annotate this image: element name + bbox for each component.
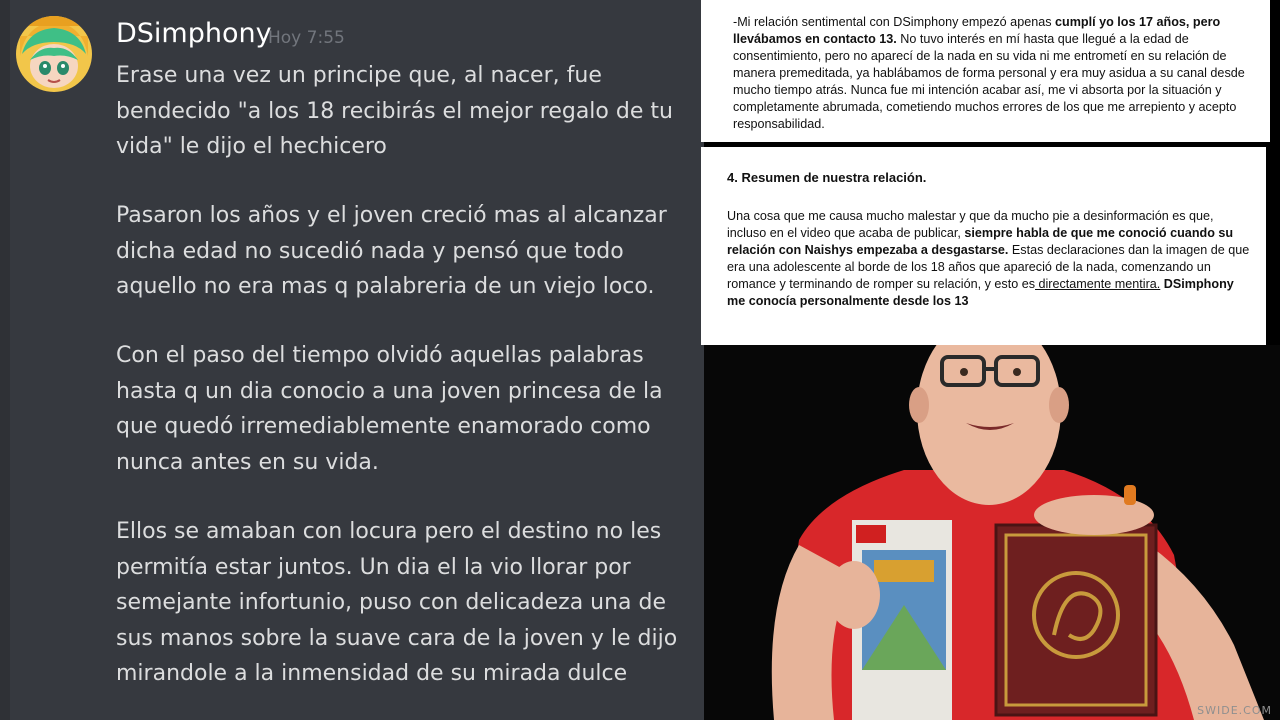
- presenter-illustration: [704, 345, 1280, 720]
- message-paragraph-1: Erase una vez un principe que, al nacer, fue bendecido "a los 18 recibirás el mejor regalo de tu vida" le dijo el hechicero: [116, 63, 673, 159]
- summary-lead: Una cosa que me causa mucho malestar y que da mucho pie a desinformación es que, incluso en el video que acaba de publicar,: [727, 209, 1214, 240]
- message-timestamp: Hoy 7:55: [268, 28, 345, 48]
- statement-text: [733, 14, 1253, 133]
- avatar-icon: [16, 16, 92, 92]
- summary-underlined: directamente mentira.: [1035, 277, 1161, 291]
- presenter-ear-right: [1049, 387, 1069, 423]
- summary-bold-1: siempre habla de que me conoció cuando su relación con Naishys empezaba a desgastarse.: [727, 226, 1234, 257]
- presenter-ear-left: [909, 387, 929, 423]
- message-paragraph-4: Ellos se amaban con locura pero el destino no les permitía estar juntos. Un dia el la vio llorar por semejante infortunio, puso con delicadeza una de sus manos sobre la suave cara de la joven y le dijo mirandole a la inmensidad de su mirada dulce: [116, 519, 678, 686]
- message-paragraph-3: Con el paso del tiempo olvidó aquellas palabras hasta q un dia conocio a una joven princesa de la que quedó irremediablemente enamorado como nunca antes en su vida.: [116, 343, 663, 475]
- summary-bold-2: DSimphony me conocía personalmente desde los 13: [727, 277, 1234, 308]
- statement-bold: cumplí yo los 17 años, pero llevábamos en contacto 13.: [733, 15, 1221, 46]
- statement-rest: No tuvo interés en mí hasta que llegué a la edad de consentimiento, pero no aparecí de la nada en su vida ni me entrometí en su relación de manera premeditada, ya hablábamos de forma personal y era muy asidua a su canal desde mucho tiempo atrás. Nunca fue mi intención acabar así, me vi absorta por la situación y completamente abrumada, cometiendo muchos errores de los que me arrepiento y acepto responsabilidad.: [733, 32, 1245, 131]
- chat-left-edge: [0, 0, 10, 720]
- statement-lead: -Mi relación sentimental con DSimphony empezó apenas: [733, 15, 1056, 29]
- video-frame: [704, 345, 1280, 720]
- collectors-box: [996, 525, 1156, 715]
- message-paragraph-2: Pasaron los años y el joven creció mas al alcanzar dicha edad no sucedió nada y pensó que todo aquello no era mas q palabreria de un viejo loco.: [116, 203, 667, 299]
- video-watermark: SWIDE.COM: [1197, 704, 1272, 717]
- summary-heading: 4. Resumen de nuestra relación.: [727, 170, 927, 185]
- summary-text: [727, 208, 1255, 310]
- document-excerpt-statement: [701, 0, 1270, 142]
- document-excerpt-summary: [701, 147, 1266, 345]
- message-author[interactable]: DSimphony: [116, 18, 272, 49]
- summary-mid: Estas declaraciones dan la imagen de que era una adolescente al borde de los 18 años que apareció de la nada, comenzando un romance y terminando de romper su relación, y esto es: [727, 243, 1250, 291]
- presenter-left-hand: [828, 561, 880, 629]
- user-avatar[interactable]: [16, 16, 92, 92]
